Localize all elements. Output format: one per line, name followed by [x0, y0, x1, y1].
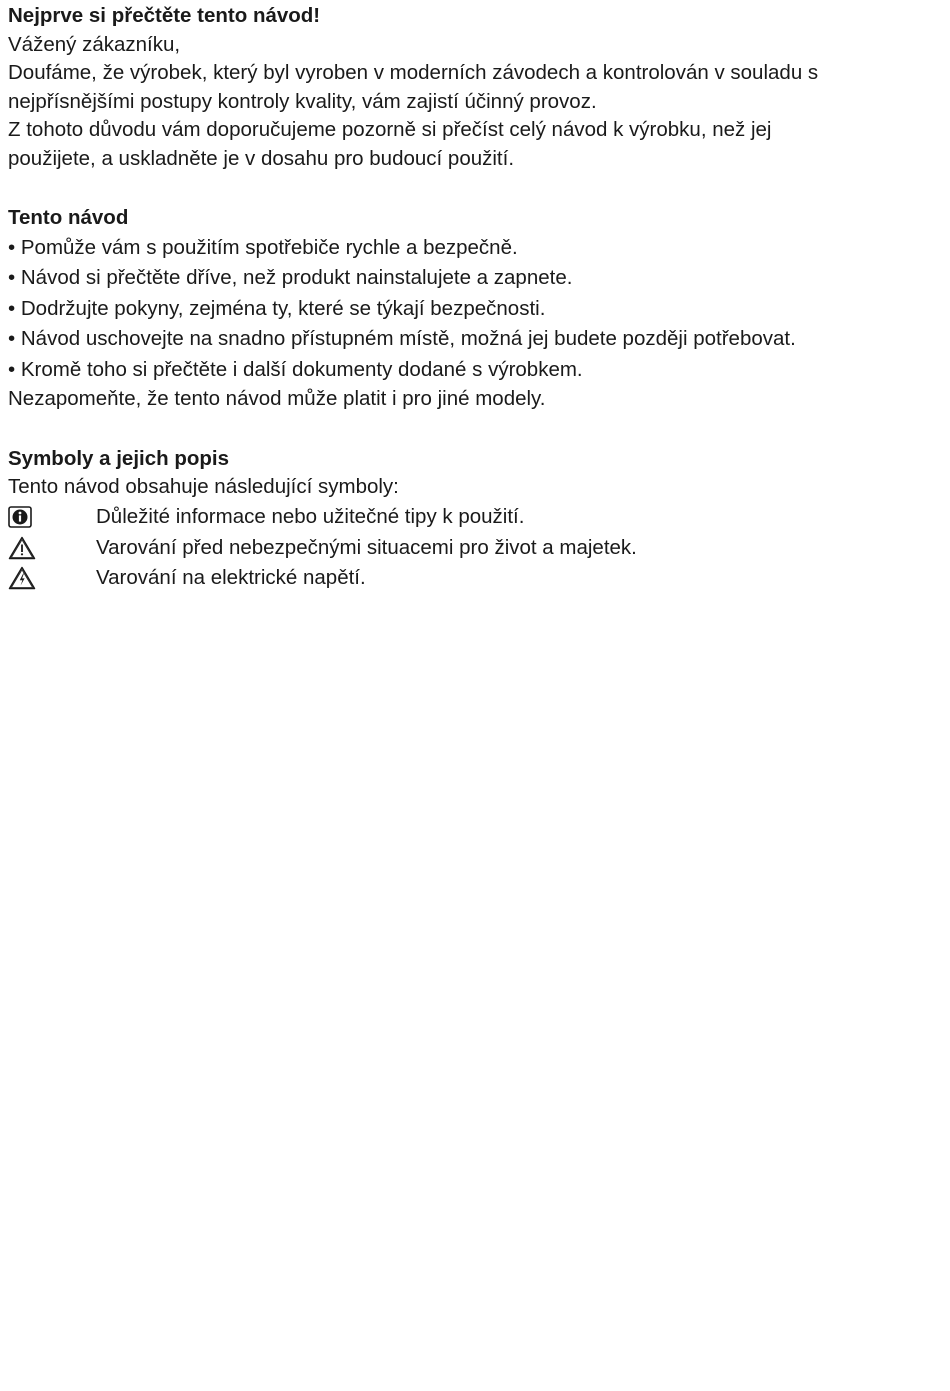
electric-warning-icon: [8, 563, 96, 593]
bullet-item: • Dodržujte pokyny, zejména ty, které se týkají bezpečnosti.: [8, 296, 546, 320]
symbol-row-warning: [8, 533, 908, 564]
symbol-row-info: [8, 502, 908, 533]
page-title: Nejprve si přečtěte tento návod!: [8, 4, 321, 27]
section-heading-manual: Tento návod: [8, 206, 129, 229]
symbol-description: Důležité informace nebo užitečné tipy k použití.: [96, 505, 525, 529]
bullet-item: • Pomůže vám s použitím spotřebiče rychle a bezpečně.: [8, 235, 518, 259]
symbol-row-electric: [8, 563, 908, 594]
section-spacer: [8, 414, 908, 445]
symbols-intro: Tento návod obsahuje následující symboly:: [8, 475, 399, 499]
bullet-item: • Návod uschovejte na snadno přístupném místě, možná jej budete později potřebovat.: [8, 327, 796, 351]
intro-paragraph-2-line-1: Z tohoto důvodu vám doporučujeme pozorně si přečíst celý návod k výrobku, než jej: [8, 118, 772, 141]
manual-page: [8, 2, 908, 594]
models-note: Nezapomeňte, že tento návod může platit i pro jiné modely.: [8, 387, 546, 411]
symbol-description: Varování na elektrické napětí.: [96, 566, 366, 590]
info-icon: [8, 502, 96, 532]
section-heading-symbols: Symboly a jejich popis: [8, 446, 230, 470]
intro-paragraph-1-line-1: Doufáme, že výrobek, který byl vyroben v moderních závodech a kontrolován v souladu s: [8, 61, 819, 84]
bullet-item: • Kromě toho si přečtěte i další dokumenty dodané s výrobkem.: [8, 357, 583, 381]
section-spacer: [8, 173, 908, 204]
greeting: Vážený zákazníku,: [8, 32, 181, 56]
intro-paragraph-2-line-2: použijete, a uskladněte je v dosahu pro budoucí použití.: [8, 146, 515, 170]
bullet-item: • Návod si přečtěte dříve, než produkt nainstalujete a zapnete.: [8, 266, 573, 290]
warning-triangle-icon: [8, 533, 96, 563]
symbol-description: Varování před nebezpečnými situacemi pro život a majetek.: [96, 535, 637, 559]
intro-paragraph-1-line-2: nejpřísnějšími postupy kontroly kvality, vám zajistí účinný provoz.: [8, 89, 597, 113]
